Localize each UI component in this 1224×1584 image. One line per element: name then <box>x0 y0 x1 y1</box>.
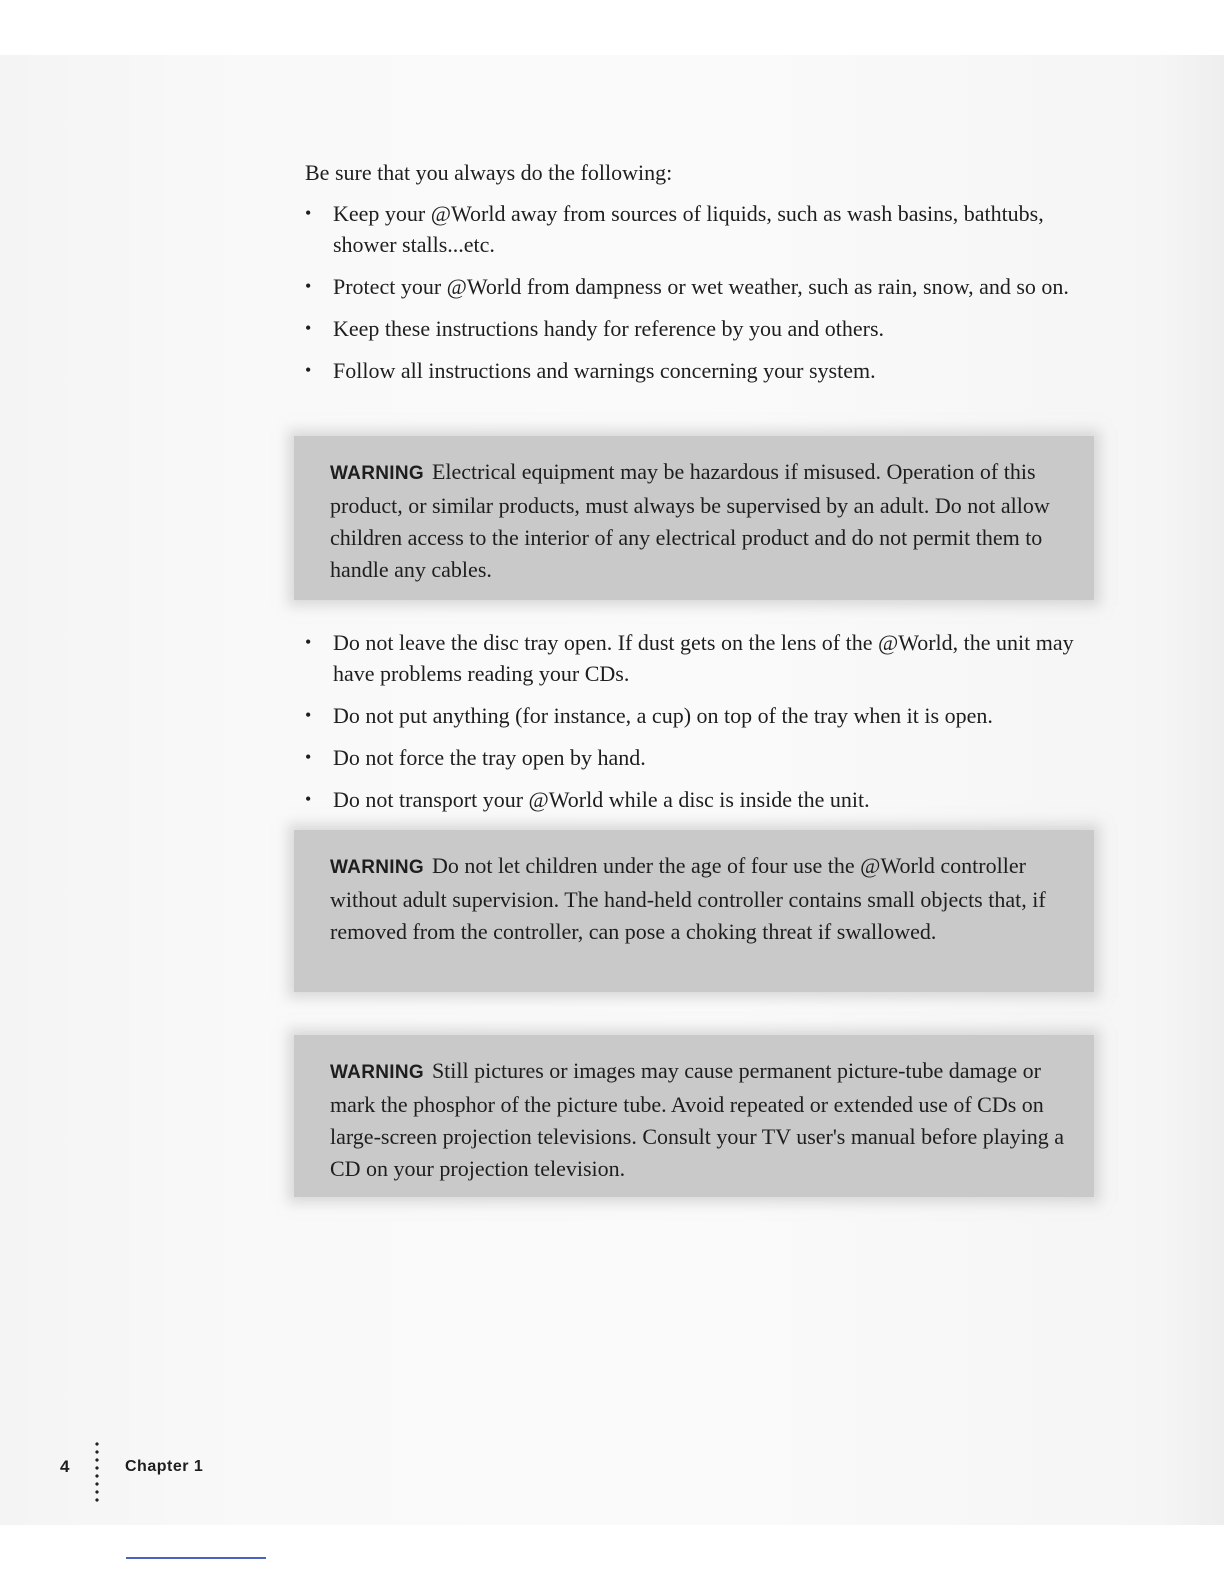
list-item <box>305 313 1105 344</box>
bullet-icon: • <box>305 203 312 223</box>
list-item <box>305 355 1105 386</box>
warning-text: Still pictures or images may cause permanent picture-tube damage or mark the phosphor of the picture tube. Avoid repeated or extended use of CDs on large-screen projection televisions. Consult your TV user's manual before playing a CD on your projection television. <box>330 1058 1065 1181</box>
warning-box-electrical <box>294 436 1094 600</box>
page-number: 4 <box>60 1457 70 1476</box>
list-item-text: Keep these instructions handy for reference by you and others. <box>333 316 885 341</box>
warning-label: WARNING <box>330 463 424 484</box>
list-item <box>305 700 1105 731</box>
list-item-text: Protect your @World from dampness or wet weather, such as rain, snow, and so on. <box>333 274 1069 299</box>
warning-box-picture-tube <box>294 1035 1094 1197</box>
bullet-icon: • <box>305 789 312 809</box>
list-item-text: Follow all instructions and warnings concerning your system. <box>333 358 876 383</box>
list-item <box>305 198 1105 260</box>
list-item-text: Do not transport your @World while a disc is inside the unit. <box>333 787 870 812</box>
bullet-icon: • <box>305 276 312 296</box>
list-item <box>305 271 1105 302</box>
bullet-icon: • <box>305 360 312 380</box>
intro-text: Be sure that you always do the following: <box>305 160 673 185</box>
bullet-icon: • <box>305 705 312 725</box>
footer-rule <box>126 1557 266 1559</box>
list-item <box>305 627 1105 689</box>
warning-box-controller <box>294 830 1094 992</box>
dotted-divider <box>95 1440 99 1504</box>
chapter-label: Chapter 1 <box>125 1458 204 1475</box>
list-item-text: Keep your @World away from sources of liquids, such as wash basins, bathtubs, shower stalls...etc. <box>333 201 1044 257</box>
list-item <box>305 742 1105 773</box>
list-item-text: Do not force the tray open by hand. <box>333 745 646 770</box>
bullet-icon: • <box>305 318 312 338</box>
warning-label: WARNING <box>330 857 424 878</box>
bullet-icon: • <box>305 632 312 652</box>
warning-label: WARNING <box>330 1062 424 1083</box>
warning-text: Do not let children under the age of four use the @World controller without adult supervision. The hand-held controller contains small objects that, if removed from the controller, can pose a choking threat if swallowed. <box>330 853 1046 944</box>
list-item-text: Do not leave the disc tray open. If dust gets on the lens of the @World, the unit may have problems reading your CDs. <box>333 630 1074 686</box>
warning-text: Electrical equipment may be hazardous if misused. Operation of this product, or similar products, must always be supervised by an adult. Do not allow children access to the interior of any electrical product and do not permit them to handle any cables. <box>330 459 1050 582</box>
bullet-icon: • <box>305 747 312 767</box>
list-item-text: Do not put anything (for instance, a cup) on top of the tray when it is open. <box>333 703 993 728</box>
disc-tray-list <box>305 627 1105 826</box>
precaution-list <box>305 198 1105 397</box>
list-item <box>305 784 1105 815</box>
